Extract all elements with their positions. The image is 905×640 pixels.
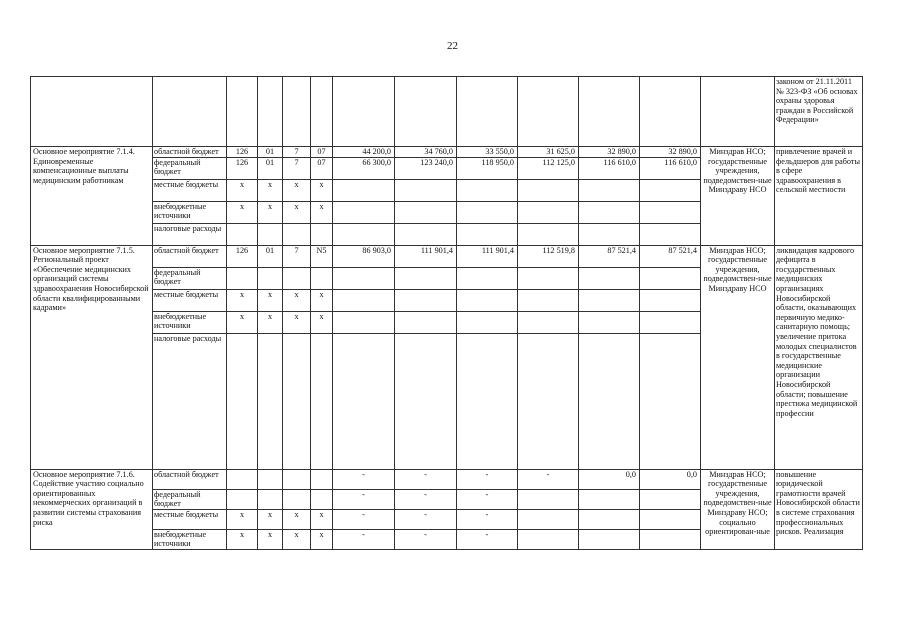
funding-value: 111 901,4: [395, 245, 457, 267]
budget-code: [311, 333, 333, 469]
funding-value: -: [333, 509, 395, 529]
funding-value: [518, 333, 579, 469]
funding-value: [518, 289, 579, 311]
funding-value: 34 760,0: [395, 147, 457, 158]
budget-code: [311, 489, 333, 509]
budget-code: [283, 489, 311, 509]
budget-code: 01: [258, 157, 283, 179]
funding-value: [518, 201, 579, 223]
funding-source: налоговые расходы: [153, 223, 227, 245]
funding-value: 87 521,4: [579, 245, 640, 267]
funding-value: -: [395, 469, 457, 489]
funding-value: [457, 289, 518, 311]
funding-source: федеральный бюджет: [153, 157, 227, 179]
budget-code: 126: [227, 245, 258, 267]
funding-value: [395, 267, 457, 289]
funding-value: 87 521,4: [640, 245, 701, 267]
expected-result: повышение юридической грамотности врачей Новосибирской области в системе страхования профессиональных рисков. Реализация: [775, 469, 863, 549]
funding-value: [395, 311, 457, 333]
budget-code: x: [283, 289, 311, 311]
budget-code: [283, 333, 311, 469]
funding-source: внебюджетные источники: [153, 311, 227, 333]
budget-code: x: [258, 509, 283, 529]
budget-code: x: [227, 529, 258, 549]
budget-code: [258, 267, 283, 289]
budget-code: 7: [283, 147, 311, 158]
funding-value: [395, 333, 457, 469]
funding-source: внебюджетные источники: [153, 201, 227, 223]
funding-value: [518, 509, 579, 529]
activity-name: Основное мероприятие 7.1.4. Единовременные компенсационные выплаты медицинским работникам: [31, 147, 153, 246]
funding-value: [640, 311, 701, 333]
budget-code: 7: [283, 245, 311, 267]
funding-value: -: [457, 509, 518, 529]
table-row: [31, 469, 863, 489]
budget-code: [227, 223, 258, 245]
budget-code: x: [258, 529, 283, 549]
budget-table: [30, 76, 863, 550]
budget-code: x: [258, 179, 283, 201]
funding-value: [640, 179, 701, 201]
budget-code: [258, 223, 283, 245]
funding-value: -: [333, 529, 395, 549]
budget-code: x: [227, 289, 258, 311]
budget-code: x: [283, 179, 311, 201]
funding-value: [457, 223, 518, 245]
budget-code: x: [311, 311, 333, 333]
funding-value: [579, 289, 640, 311]
funding-value: 123 240,0: [395, 157, 457, 179]
budget-code: x: [311, 509, 333, 529]
budget-code: x: [311, 529, 333, 549]
funding-value: [579, 311, 640, 333]
funding-value: 44 200,0: [333, 147, 395, 158]
budget-code: 126: [227, 147, 258, 158]
budget-code: [258, 333, 283, 469]
page-number: 22: [447, 40, 458, 52]
funding-source: местные бюджеты: [153, 179, 227, 201]
budget-code: x: [258, 311, 283, 333]
funding-value: [640, 289, 701, 311]
funding-value: 32 890,0: [640, 147, 701, 158]
budget-code: [227, 267, 258, 289]
funding-value: -: [518, 469, 579, 489]
budget-code: 01: [258, 245, 283, 267]
funding-value: [457, 179, 518, 201]
funding-value: 111 901,4: [457, 245, 518, 267]
funding-value: -: [457, 529, 518, 549]
funding-value: -: [457, 489, 518, 509]
funding-value: [579, 509, 640, 529]
funding-value: [579, 529, 640, 549]
activity-name: Основное мероприятие 7.1.5. Региональный проект «Обеспечение медицинских организаций системы здравоохранения Новосибирской области квалифицированными кадрами»: [31, 245, 153, 469]
funding-value: [395, 289, 457, 311]
funding-value: [579, 179, 640, 201]
funding-value: [640, 201, 701, 223]
budget-code: x: [283, 509, 311, 529]
funding-value: [518, 267, 579, 289]
budget-code: 07: [311, 157, 333, 179]
budget-code: x: [227, 179, 258, 201]
funding-value: 112 519,8: [518, 245, 579, 267]
budget-code: x: [311, 289, 333, 311]
funding-value: [640, 509, 701, 529]
funding-source: местные бюджеты: [153, 509, 227, 529]
funding-value: 33 550,0: [457, 147, 518, 158]
budget-code: 126: [227, 157, 258, 179]
budget-code: x: [258, 289, 283, 311]
funding-value: 116 610,0: [579, 157, 640, 179]
expected-result: ликвидация кадрового дефицита в государственных медицинских организациях Новосибирской области, оказывающих первичную медико-санитарную помощь; увеличение притока молодых специалистов в государственные медицинские организации Новосибирской области; повышение престижа медицинской профессии: [775, 245, 863, 469]
funding-value: 0,0: [640, 469, 701, 489]
funding-value: -: [395, 489, 457, 509]
budget-code: x: [227, 509, 258, 529]
funding-value: 116 610,0: [640, 157, 701, 179]
continuation-note: законом от 21.11.2011 № 323-ФЗ «Об основах охраны здоровья граждан в Российской Федерации»: [775, 77, 863, 147]
funding-source: налоговые расходы: [153, 333, 227, 469]
funding-value: [518, 179, 579, 201]
executor: Минздрав НСО; государственные учреждения, подведомствен-ные Минздраву НСО: [701, 147, 775, 246]
budget-code: x: [227, 311, 258, 333]
funding-value: [333, 333, 395, 469]
funding-value: [579, 223, 640, 245]
budget-code: [311, 223, 333, 245]
funding-value: [457, 267, 518, 289]
funding-value: [579, 267, 640, 289]
budget-code: N5: [311, 245, 333, 267]
budget-code: x: [227, 201, 258, 223]
budget-code: [227, 469, 258, 489]
funding-value: [333, 179, 395, 201]
activity-name: Основное мероприятие 7.1.6. Содействие участию социально ориентированных некоммерческих организаций в развитии системы страхования риска: [31, 469, 153, 549]
budget-code: 01: [258, 147, 283, 158]
funding-value: [395, 179, 457, 201]
funding-value: [518, 223, 579, 245]
funding-value: 31 625,0: [518, 147, 579, 158]
funding-value: 118 950,0: [457, 157, 518, 179]
budget-code: [311, 469, 333, 489]
funding-value: [640, 223, 701, 245]
budget-code: 7: [283, 157, 311, 179]
funding-value: -: [395, 529, 457, 549]
funding-value: -: [333, 489, 395, 509]
budget-code: x: [311, 179, 333, 201]
funding-value: -: [457, 469, 518, 489]
funding-value: [333, 311, 395, 333]
funding-value: [518, 311, 579, 333]
budget-code: x: [258, 201, 283, 223]
funding-value: [640, 529, 701, 549]
funding-source: внебюджетные источники: [153, 529, 227, 549]
funding-value: [579, 201, 640, 223]
funding-source: областной бюджет: [153, 245, 227, 267]
funding-source: областной бюджет: [153, 469, 227, 489]
executor: Минздрав НСО; государственные учреждения, подведомствен-ные Минздраву НСО: [701, 245, 775, 469]
funding-value: [333, 267, 395, 289]
budget-code: [283, 469, 311, 489]
funding-source: федеральный бюджет: [153, 267, 227, 289]
funding-value: [457, 333, 518, 469]
funding-value: 86 903,0: [333, 245, 395, 267]
funding-value: [333, 289, 395, 311]
executor: Минздрав НСО; государственные учреждения, подведомствен-ные Минздраву НСО; социально ориентирован-ные: [701, 469, 775, 549]
budget-code: x: [283, 201, 311, 223]
funding-value: [518, 489, 579, 509]
budget-code: [227, 489, 258, 509]
budget-code: [311, 267, 333, 289]
budget-code: [283, 267, 311, 289]
budget-code: [227, 333, 258, 469]
expected-result: привлечение врачей и фельдшеров для работы в сфере здравоохранения в сельской местности: [775, 147, 863, 246]
funding-value: [457, 201, 518, 223]
budget-code: [283, 223, 311, 245]
funding-value: 0,0: [579, 469, 640, 489]
funding-value: [395, 223, 457, 245]
table-row: [31, 245, 863, 267]
funding-source: федеральный бюджет: [153, 489, 227, 509]
funding-value: [579, 333, 640, 469]
funding-value: [640, 489, 701, 509]
funding-value: [395, 201, 457, 223]
funding-value: 112 125,0: [518, 157, 579, 179]
budget-code: 07: [311, 147, 333, 158]
budget-code: x: [311, 201, 333, 223]
funding-value: -: [395, 509, 457, 529]
funding-source: местные бюджеты: [153, 289, 227, 311]
funding-value: [333, 201, 395, 223]
funding-value: [518, 529, 579, 549]
budget-code: [258, 469, 283, 489]
funding-value: [457, 311, 518, 333]
funding-value: [333, 223, 395, 245]
funding-value: [579, 489, 640, 509]
budget-code: x: [283, 529, 311, 549]
table-row: [31, 147, 863, 158]
funding-value: [640, 333, 701, 469]
continuation-row: [31, 77, 863, 147]
funding-value: [640, 267, 701, 289]
funding-value: 66 300,0: [333, 157, 395, 179]
funding-value: -: [333, 469, 395, 489]
funding-value: 32 890,0: [579, 147, 640, 158]
budget-code: x: [283, 311, 311, 333]
budget-code: [258, 489, 283, 509]
funding-source: областной бюджет: [153, 147, 227, 158]
